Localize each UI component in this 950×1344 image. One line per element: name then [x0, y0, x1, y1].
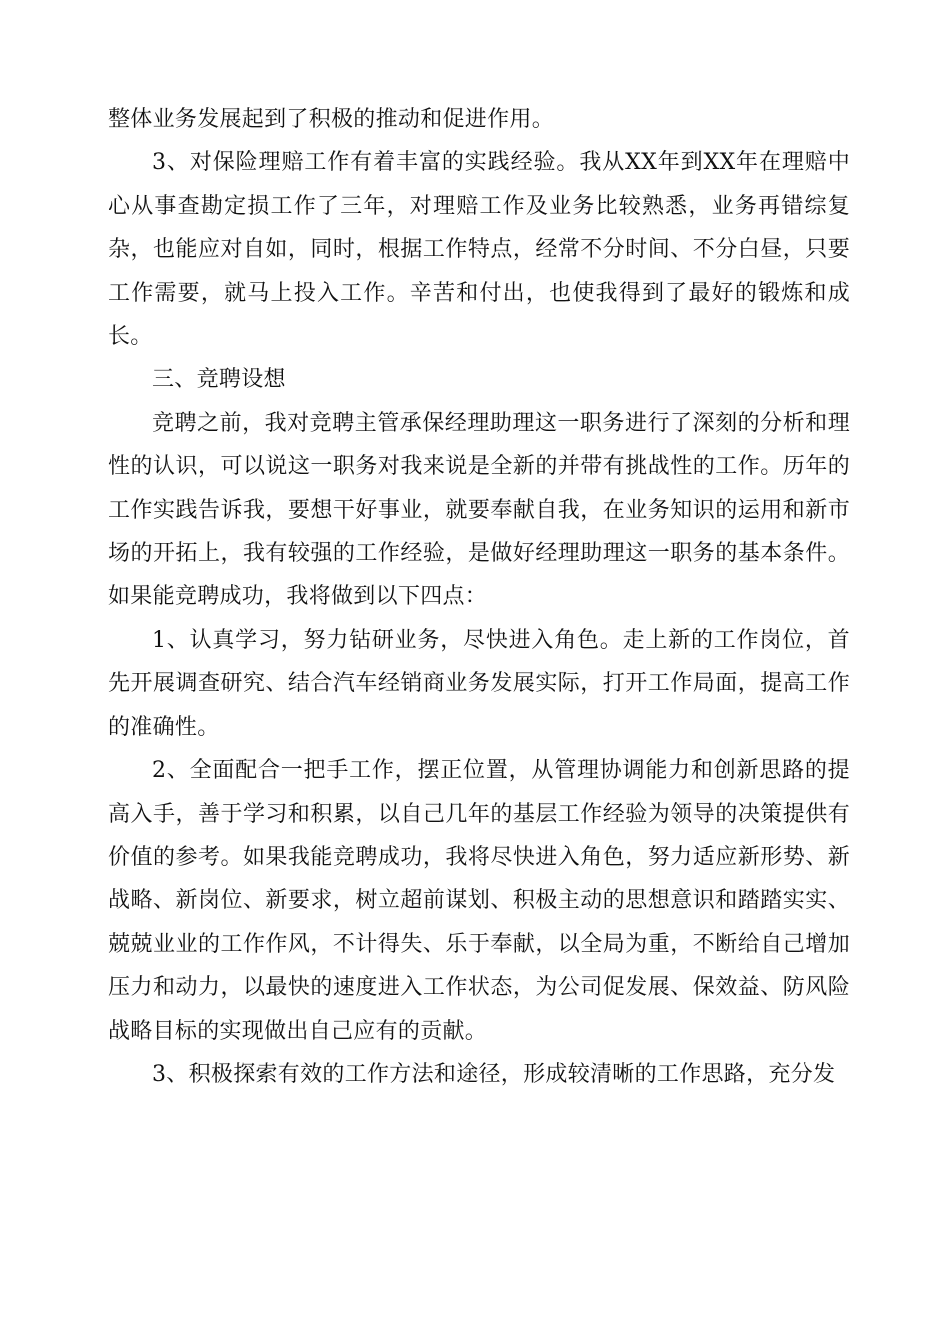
paragraph-plan-point-1: 1、认真学习，努力钻研业务，尽快进入角色。走上新的工作岗位，首先开展调查研究、结合汽车经销商业务发展实际，打开工作局面，提高工作的准确性。	[108, 627, 850, 740]
paragraph-competition-intro: 竞聘之前，我对竞聘主管承保经理助理这一职务进行了深刻的分析和理性的认识，可以说这一职务对我来说是全新的并带有挑战性的工作。历年的工作实践告诉我，要想干好事业，就要奉献自我，在业务知识的运用和新市场的开拓上，我有较强的工作经验，是做好经理助理这一职务的基本条件。如果能竞聘成功，我将做到以下四点：	[108, 410, 850, 610]
paragraph-point-3-claims-experience: 3、对保险理赔工作有着丰富的实践经验。我从XX年到XX年在理赔中心从事查勘定损工作了三年，对理赔工作及业务比较熟悉，业务再错综复杂，也能应对自如，同时，根据工作特点，经常不分时间、不分白昼，只要工作需要，就马上投入工作。辛苦和付出，也使我得到了最好的锻炼和成长。	[108, 150, 850, 350]
paragraph-plan-point-2: 2、全面配合一把手工作，摆正位置，从管理协调能力和创新思路的提高入手，善于学习和积累，以自己几年的基层工作经验为领导的决策提供有价值的参考。如果我能竞聘成功，我将尽快进入角色，努力适应新形势、新战略、新岗位、新要求，树立超前谋划、积极主动的思想意识和踏踏实实、兢兢业业的工作作风，不计得失、乐于奉献，以全局为重，不断给自己增加压力和动力，以最快的速度进入工作状态，为公司促发展、保效益、防风险战略目标的实现做出自己应有的贡献。	[108, 758, 850, 1044]
document-body	[108, 98, 850, 1096]
paragraph-plan-point-3: 3、积极探索有效的工作方法和途径，形成较清晰的工作思路，充分发	[152, 1061, 836, 1087]
paragraph-continuation: 整体业务发展起到了积极的推动和促进作用。	[108, 107, 555, 132]
section-heading-competition-plan: 三、竞聘设想	[152, 367, 286, 393]
